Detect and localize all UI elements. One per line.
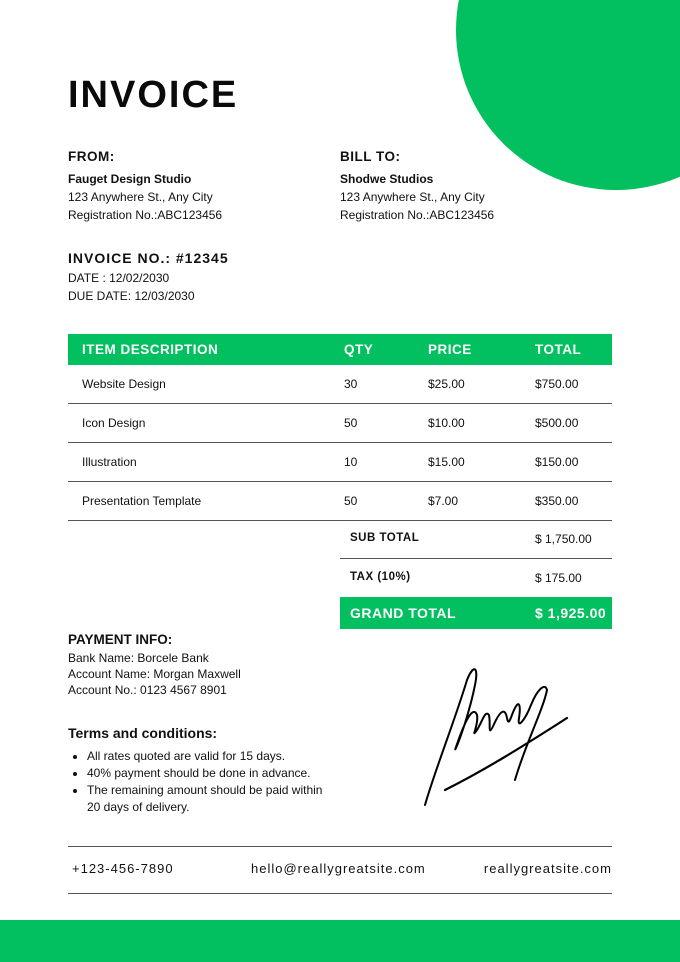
terms-item: • All rates quoted are valid for 15 days. — [87, 748, 328, 765]
tax-value: $ 175.00 — [535, 571, 582, 585]
footer-bar — [0, 920, 680, 962]
item-price: $10.00 — [428, 416, 465, 430]
subtotal-label: SUB TOTAL — [350, 532, 420, 544]
item-total: $500.00 — [535, 416, 579, 430]
from-heading: FROM: — [68, 149, 115, 164]
terms-heading: Terms and conditions: — [68, 725, 218, 741]
table-row — [68, 443, 612, 482]
account-name: Account Name: Morgan Maxwell — [68, 667, 241, 681]
item-total: $150.00 — [535, 455, 579, 469]
bill-to-name: Shodwe Studios — [340, 172, 434, 186]
contact-website: reallygreatsite.com — [483, 861, 612, 876]
signature-icon — [415, 660, 575, 810]
item-qty: 50 — [344, 494, 358, 508]
header-item-description: ITEM DESCRIPTION — [82, 342, 219, 357]
header-qty: QTY — [344, 342, 374, 357]
subtotal-value: $ 1,750.00 — [535, 532, 592, 546]
table-row — [68, 365, 612, 404]
table-header — [68, 334, 612, 365]
items-table — [68, 334, 612, 521]
from-name: Fauget Design Studio — [68, 172, 192, 186]
bill-to-heading: BILL TO: — [340, 149, 401, 164]
item-description: Website Design — [82, 377, 166, 391]
item-qty: 30 — [344, 377, 358, 391]
terms-item: • 40% payment should be done in advance. — [87, 765, 328, 782]
invoice-date: DATE : 12/02/2030 — [68, 271, 170, 285]
contact-phone: +123-456-7890 — [72, 861, 174, 876]
item-qty: 50 — [344, 416, 358, 430]
invoice-number: INVOICE NO.: #12345 — [68, 250, 229, 266]
invoice-info — [68, 249, 229, 305]
contact-bar — [68, 846, 612, 894]
grand-total-row — [340, 597, 612, 629]
tax-label: TAX (10%) — [350, 571, 411, 583]
item-price: $25.00 — [428, 377, 465, 391]
grand-total-value: $ 1,925.00 — [535, 605, 607, 621]
payment-heading: PAYMENT INFO: — [68, 632, 173, 647]
account-number: Account No.: 0123 4567 8901 — [68, 683, 227, 697]
invoice-due-date: DUE DATE: 12/03/2030 — [68, 289, 195, 303]
item-price: $7.00 — [428, 494, 459, 508]
item-description: Icon Design — [82, 416, 146, 430]
bill-to-address: 123 Anywhere St., Any City — [340, 190, 485, 204]
tax-row — [340, 559, 612, 597]
terms-list — [68, 748, 328, 816]
bill-to-registration: Registration No.:ABC123456 — [340, 208, 495, 222]
from-section — [68, 148, 222, 224]
table-row — [68, 404, 612, 443]
subtotal-row — [340, 520, 612, 559]
from-address: 123 Anywhere St., Any City — [68, 190, 213, 204]
item-description: Illustration — [82, 455, 137, 469]
item-price: $15.00 — [428, 455, 465, 469]
item-total: $750.00 — [535, 377, 579, 391]
bank-name: Bank Name: Borcele Bank — [68, 651, 209, 665]
item-total: $350.00 — [535, 494, 579, 508]
terms-item: • The remaining amount should be paid within 20 days of delivery. — [87, 782, 328, 816]
header-price: PRICE — [428, 342, 472, 357]
item-qty: 10 — [344, 455, 358, 469]
item-description: Presentation Template — [82, 494, 202, 508]
invoice-title: INVOICE — [68, 74, 239, 116]
from-registration: Registration No.:ABC123456 — [68, 208, 223, 222]
payment-info — [68, 632, 241, 698]
header-total: TOTAL — [535, 342, 582, 357]
grand-total-label: GRAND TOTAL — [350, 605, 457, 621]
bill-to-section — [340, 148, 494, 224]
contact-email: hello@reallygreatsite.com — [251, 861, 426, 876]
terms-section — [68, 725, 328, 816]
table-row — [68, 482, 612, 521]
